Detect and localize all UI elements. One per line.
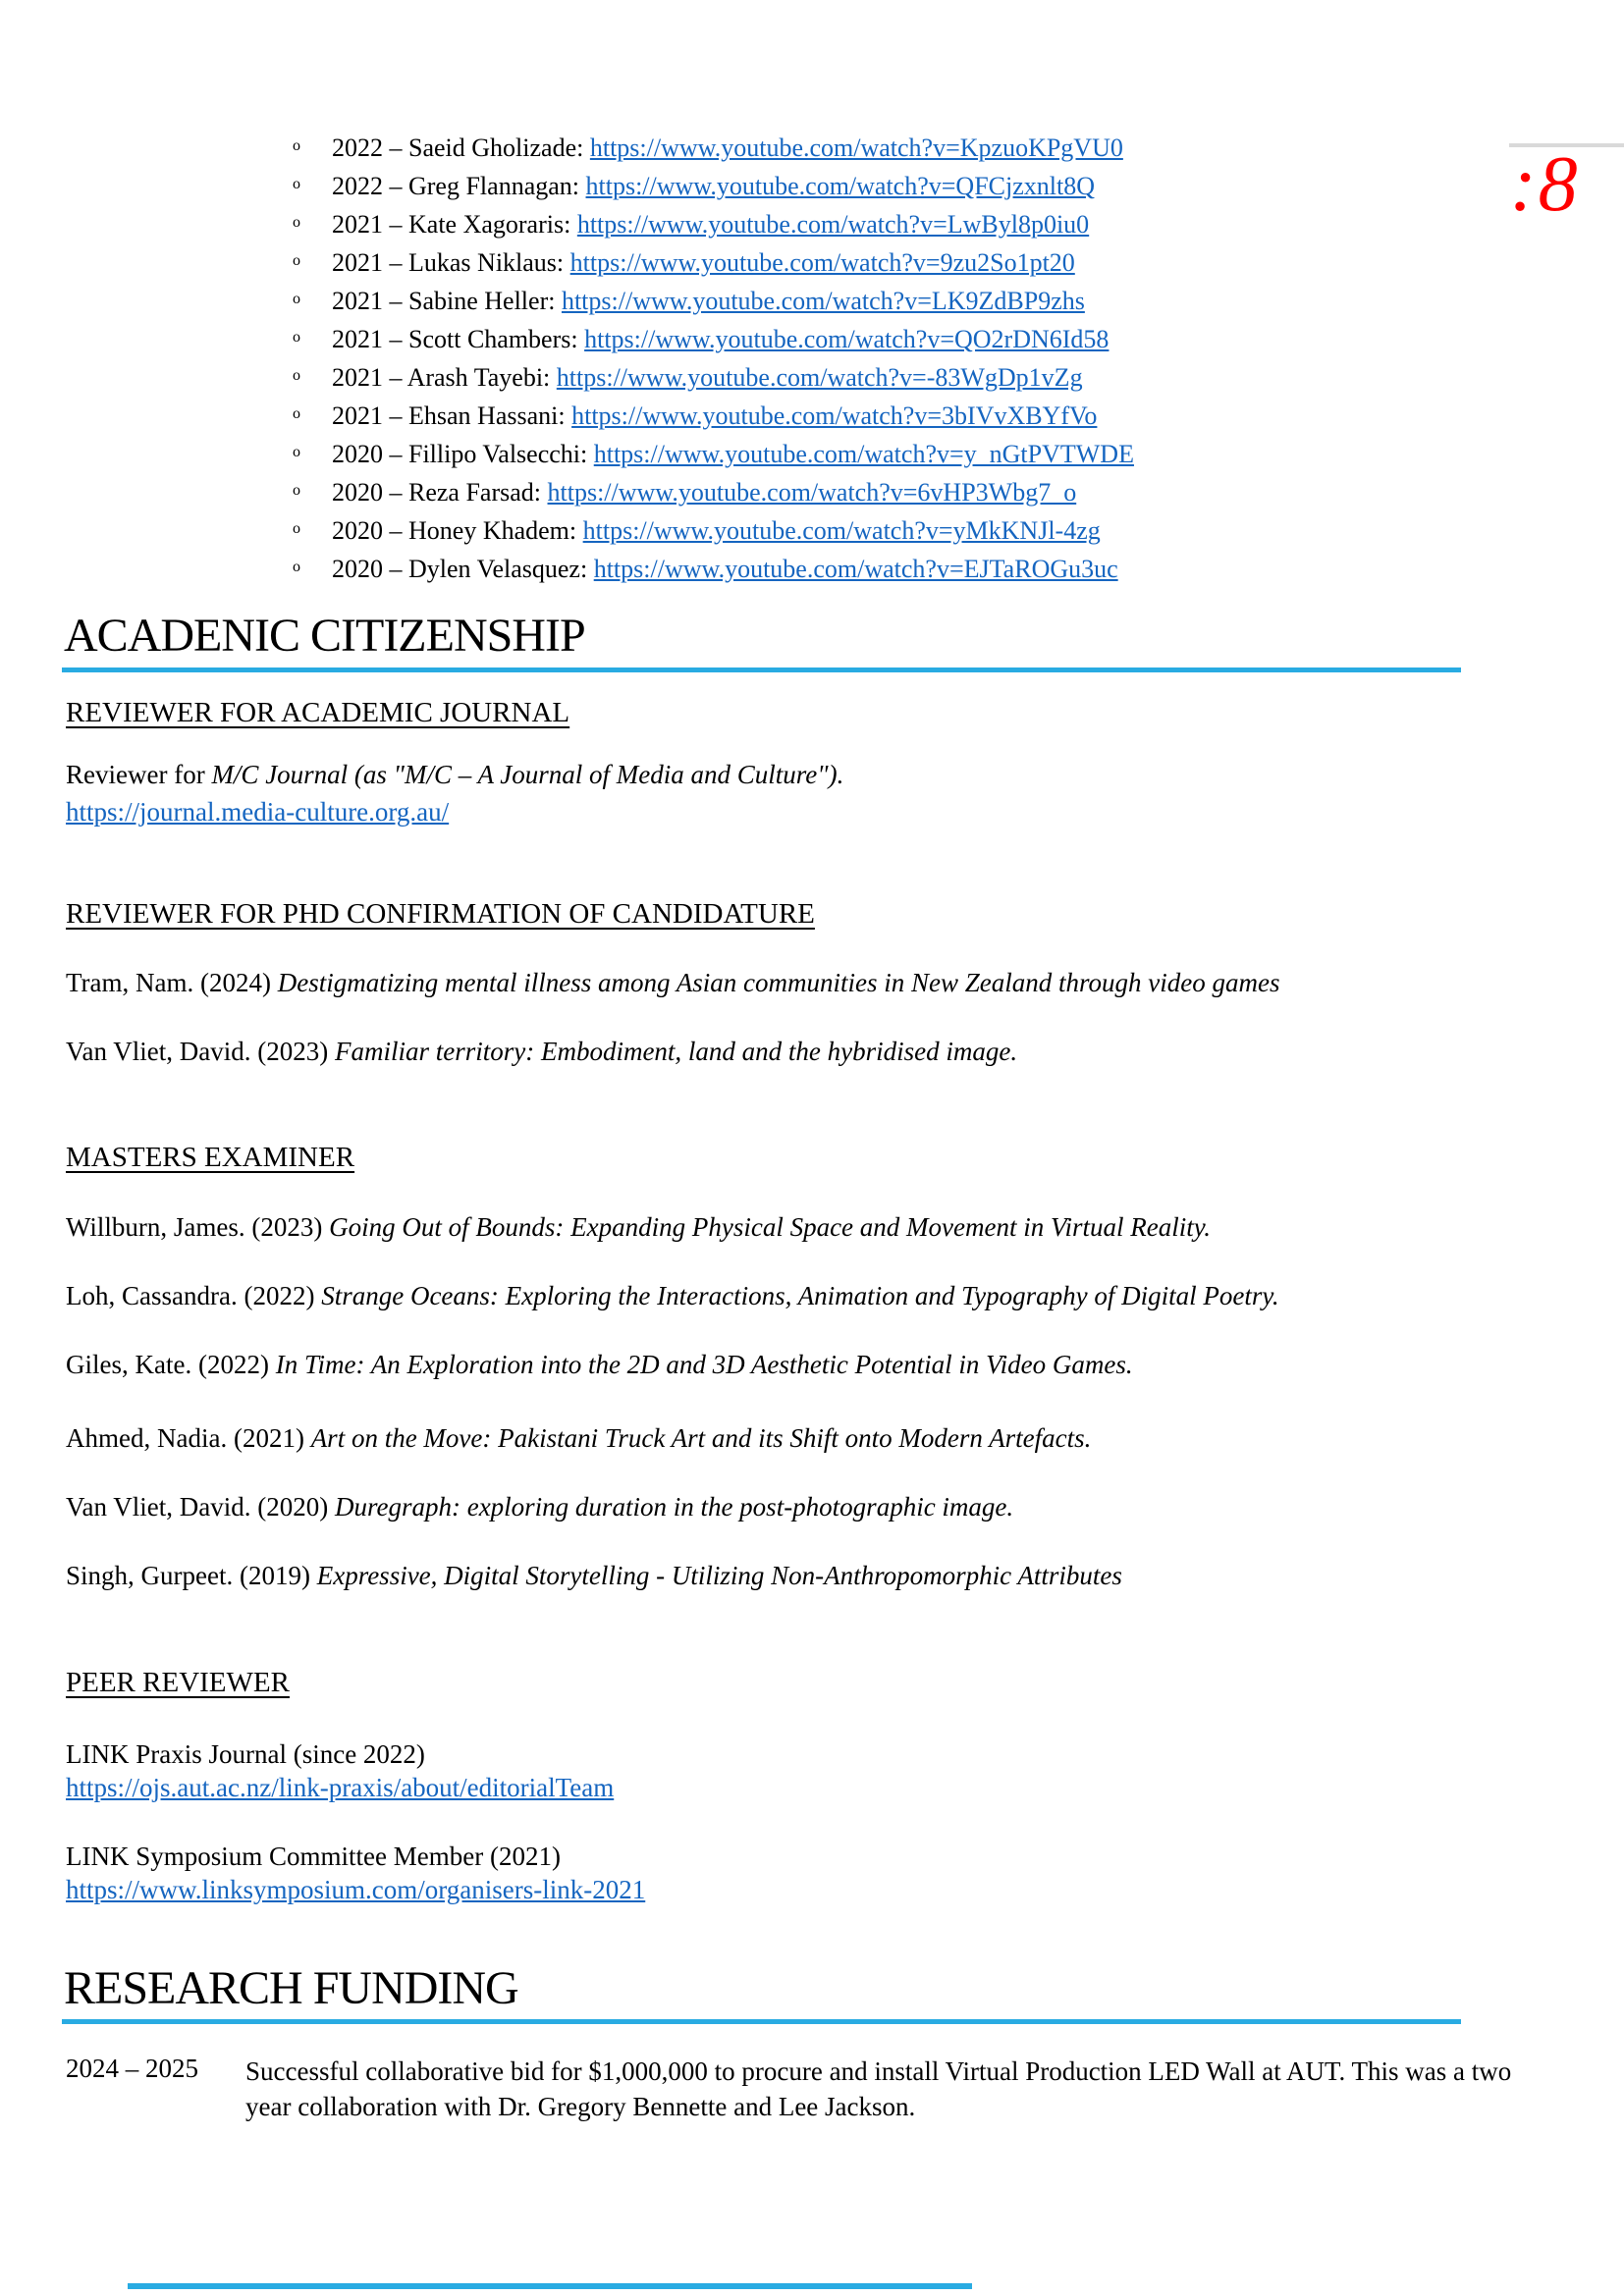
list-item bbox=[293, 397, 1134, 435]
bullet-icon: o bbox=[293, 214, 300, 231]
video-link[interactable]: https://www.youtube.com/watch?v=y_nGtPVTWDE bbox=[593, 440, 1134, 468]
list-item bbox=[293, 550, 1134, 588]
video-label: 2021 – Lukas Niklaus: bbox=[332, 248, 570, 277]
entry-title: Duregraph: exploring duration in the post-photographic image. bbox=[334, 1492, 1014, 1522]
entry-title: Expressive, Digital Storytelling - Utilizing Non-Anthropomorphic Attributes bbox=[316, 1561, 1122, 1590]
bullet-icon: o bbox=[293, 482, 300, 499]
video-label: 2021 – Kate Xagoraris: bbox=[332, 210, 577, 239]
funding-description: Successful collaborative bid for $1,000,000 to procure and install Virtual Production LED Wall at AUT. This was a two year collaboration with Dr. Gregory Bennette and Lee Jackson. bbox=[245, 2056, 1512, 2121]
bullet-icon: o bbox=[293, 291, 300, 307]
peer-entry bbox=[66, 1737, 614, 1804]
bullet-icon: o bbox=[293, 329, 300, 346]
journal-link[interactable]: https://journal.media-culture.org.au/ bbox=[66, 797, 450, 827]
red-page-annotation: :8 bbox=[1510, 141, 1580, 228]
bullet-icon: o bbox=[293, 176, 300, 192]
video-link[interactable]: https://www.youtube.com/watch?v=QFCjzxnlt8Q bbox=[585, 172, 1095, 200]
masters-entry bbox=[66, 1561, 1122, 1591]
entry-citation: Tram, Nam. (2024) bbox=[66, 968, 278, 997]
video-link[interactable]: https://www.youtube.com/watch?v=3bIVvXBYfVo bbox=[571, 401, 1098, 430]
bullet-icon: o bbox=[293, 559, 300, 575]
section-underline bbox=[62, 667, 1461, 672]
list-item bbox=[293, 320, 1134, 358]
list-item bbox=[293, 435, 1134, 473]
entry-citation: Van Vliet, David. (2023) bbox=[66, 1037, 335, 1066]
video-label: 2021 – Ehsan Hassani: bbox=[332, 401, 572, 430]
section-title-research-funding: RESEARCH FUNDING bbox=[64, 1962, 518, 2014]
subheading-peer-reviewer: PEER REVIEWER bbox=[66, 1667, 290, 1698]
entry-citation: Loh, Cassandra. (2022) bbox=[66, 1281, 322, 1310]
journal-name: M/C Journal (as "M/C – A Journal of Media and Culture"). bbox=[211, 760, 844, 789]
entry-citation: Giles, Kate. (2022) bbox=[66, 1350, 276, 1379]
bullet-icon: o bbox=[293, 137, 300, 154]
phd-entry bbox=[66, 968, 1279, 998]
section-title-academic-citizenship: ACADENIC CITIZENSHIP bbox=[64, 610, 585, 662]
video-label: 2020 – Dylen Velasquez: bbox=[332, 555, 594, 583]
masters-entry bbox=[66, 1423, 1091, 1454]
entry-citation: Singh, Gurpeet. (2019) bbox=[66, 1561, 317, 1590]
peer-entry bbox=[66, 1840, 645, 1906]
section-underline-clipped bbox=[128, 2283, 972, 2289]
video-link[interactable]: https://www.youtube.com/watch?v=QO2rDN6Id58 bbox=[584, 325, 1110, 353]
bullet-icon: o bbox=[293, 367, 300, 384]
bullet-icon: o bbox=[293, 444, 300, 460]
bullet-icon: o bbox=[293, 405, 300, 422]
video-link[interactable]: https://www.youtube.com/watch?v=6vHP3Wbg7_o bbox=[547, 478, 1077, 507]
video-label: 2020 – Reza Farsad: bbox=[332, 478, 548, 507]
list-item bbox=[293, 205, 1134, 243]
peer-entry-link[interactable]: https://ojs.aut.ac.nz/link-praxis/about/editorialTeam bbox=[66, 1773, 615, 1802]
entry-title: Going Out of Bounds: Expanding Physical Space and Movement in Virtual Reality. bbox=[329, 1212, 1211, 1242]
bullet-icon: o bbox=[293, 520, 300, 537]
masters-entry bbox=[66, 1492, 1013, 1522]
list-item bbox=[293, 282, 1134, 320]
subheading-reviewer-phd: REVIEWER FOR PHD CONFIRMATION OF CANDIDATURE bbox=[66, 898, 815, 930]
masters-entry bbox=[66, 1281, 1279, 1311]
entry-citation: Ahmed, Nadia. (2021) bbox=[66, 1423, 311, 1453]
list-item bbox=[293, 129, 1134, 167]
subheading-masters-examiner: MASTERS EXAMINER bbox=[66, 1142, 355, 1173]
reviewer-journal-text bbox=[66, 756, 843, 793]
list-item bbox=[293, 511, 1134, 550]
video-label: 2022 – Greg Flannagan: bbox=[332, 172, 586, 200]
entry-title: Strange Oceans: Exploring the Interactions, Animation and Typography of Digital Poetry. bbox=[321, 1281, 1279, 1310]
video-label: 2020 – Honey Khadem: bbox=[332, 516, 583, 545]
subheading-reviewer-journal: REVIEWER FOR ACADEMIC JOURNAL bbox=[66, 697, 570, 728]
video-link[interactable]: https://www.youtube.com/watch?v=9zu2So1pt20 bbox=[569, 248, 1075, 277]
video-link-list bbox=[293, 129, 1134, 588]
phd-entry bbox=[66, 1037, 1017, 1067]
masters-entry bbox=[66, 1350, 1133, 1380]
entry-citation: Willburn, James. (2023) bbox=[66, 1212, 330, 1242]
bullet-icon: o bbox=[293, 252, 300, 269]
reviewer-journal-paragraph bbox=[66, 756, 843, 830]
peer-entry-link[interactable]: https://www.linksymposium.com/organisers-link-2021 bbox=[66, 1875, 646, 1904]
video-link[interactable]: https://www.youtube.com/watch?v=KpzuoKPgVU0 bbox=[589, 133, 1123, 162]
masters-entry bbox=[66, 1212, 1211, 1243]
entry-citation: Van Vliet, David. (2020) bbox=[66, 1492, 335, 1522]
video-label: 2022 – Saeid Gholizade: bbox=[332, 133, 590, 162]
peer-entry-label: LINK Praxis Journal (since 2022) bbox=[66, 1739, 425, 1769]
entry-title: Familiar territory: Embodiment, land and the hybridised image. bbox=[334, 1037, 1018, 1066]
list-item bbox=[293, 167, 1134, 205]
video-link[interactable]: https://www.youtube.com/watch?v=EJTaROGu3uc bbox=[593, 555, 1118, 583]
funding-period: 2024 – 2025 bbox=[66, 2054, 198, 2083]
entry-title: Destigmatizing mental illness among Asian communities in New Zealand through video games bbox=[277, 968, 1280, 997]
peer-entry-label: LINK Symposium Committee Member (2021) bbox=[66, 1842, 561, 1871]
video-link[interactable]: https://www.youtube.com/watch?v=yMkKNJl-4zg bbox=[582, 516, 1101, 545]
lead-text: Reviewer for bbox=[66, 760, 212, 789]
list-item bbox=[293, 243, 1134, 282]
video-label: 2021 – Arash Tayebi: bbox=[332, 363, 557, 392]
video-label: 2021 – Scott Chambers: bbox=[332, 325, 585, 353]
video-link[interactable]: https://www.youtube.com/watch?v=LwByl8p0iu0 bbox=[576, 210, 1090, 239]
entry-title: In Time: An Exploration into the 2D and 3D Aesthetic Potential in Video Games. bbox=[275, 1350, 1133, 1379]
list-item bbox=[293, 473, 1134, 511]
video-link[interactable]: https://www.youtube.com/watch?v=LK9ZdBP9zhs bbox=[561, 287, 1085, 315]
section-underline bbox=[62, 2019, 1461, 2024]
video-link[interactable]: https://www.youtube.com/watch?v=-83WgDp1vZg bbox=[556, 363, 1083, 392]
video-label: 2021 – Sabine Heller: bbox=[332, 287, 562, 315]
entry-title: Art on the Move: Pakistani Truck Art and its Shift onto Modern Artefacts. bbox=[310, 1423, 1092, 1453]
list-item bbox=[293, 358, 1134, 397]
video-label: 2020 – Fillipo Valsecchi: bbox=[332, 440, 594, 468]
